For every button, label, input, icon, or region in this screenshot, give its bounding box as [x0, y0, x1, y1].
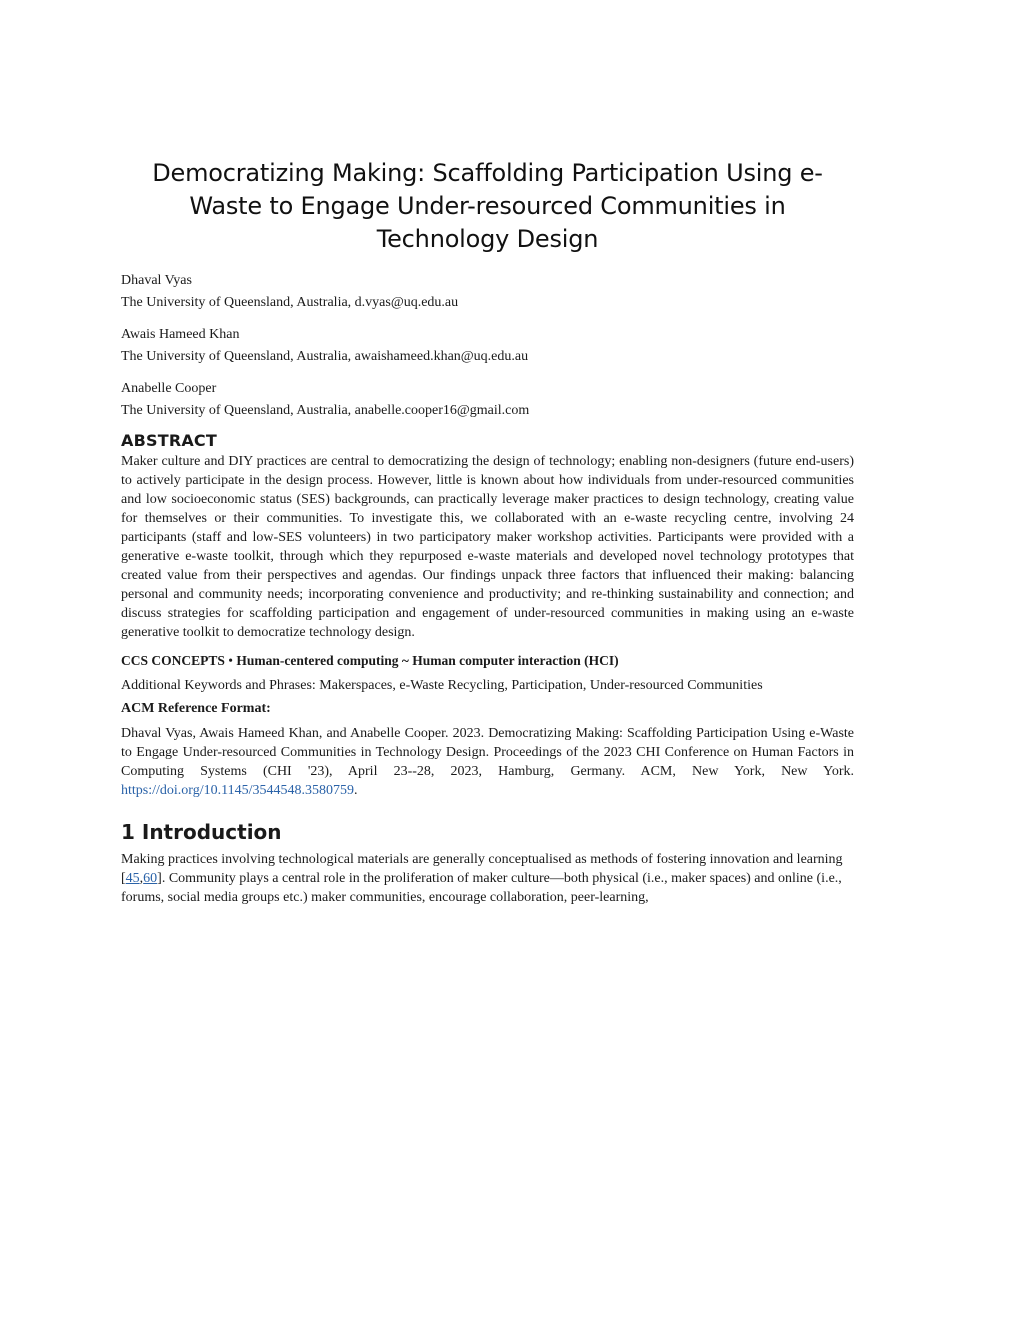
abstract-text: Maker culture and DIY practices are central to democratizing the design of technology; enabling non-designers (future end-users) to actively participate in the design process. However, little is known about how individuals from under-resourced communities and low socioeconomic status (SES) backgrounds, can practically leverage maker practices to design technology, creating value for themselves or their communities. To investigate this, we collaborated with an e-waste recycling centre, involving 24 participants (staff and low-SES volunteers) in two participatory maker workshop activities. Participants were provided with a generative e-waste toolkit, through which they repurposed e-waste materials and developed novel technology prototypes that created value from their perspectives and agendas. Our findings unpack three factors that influenced their making: balancing personal and community needs; incorporating convenience and productivity; and re-thinking sustainability and connection; and discuss strategies for scaffolding participation and engagement of under-resourced communities in making using an e-waste generative toolkit to democratize technology design. [121, 454, 854, 640]
citation-separator: , [139, 871, 144, 886]
ccs-concepts [121, 651, 854, 670]
author-affiliation: The University of Queensland, Australia, awaishameed.khan@uq.edu.au [121, 349, 529, 364]
intro-text-part1: Making practices involving technological materials are generally conceptualised as methods of fostering innovation and learning [ [121, 852, 843, 886]
introduction-paragraph [121, 850, 854, 907]
ccs-value: Human-centered computing ~ Human computer interaction (HCI) [236, 653, 619, 668]
author-name: Awais Hameed Khan [121, 327, 240, 342]
doi-suffix: . [353, 783, 358, 798]
citation-link[interactable]: 45 [125, 871, 140, 886]
author-name: Anabelle Cooper [121, 381, 217, 396]
acm-reference [121, 724, 854, 800]
abstract-heading: ABSTRACT [121, 431, 217, 450]
author-entry [121, 378, 854, 422]
author-name: Dhaval Vyas [121, 273, 192, 288]
author-affiliation: The University of Queensland, Australia, anabelle.cooper16@gmail.com [121, 403, 530, 418]
acm-reference-heading: ACM Reference Format: [121, 701, 271, 716]
keywords: Additional Keywords and Phrases: Makerspaces, e-Waste Recycling, Participation, Under-resourced Communities [121, 678, 763, 693]
citation-link[interactable]: 60 [143, 871, 158, 886]
author-entry [121, 270, 854, 314]
author-entry [121, 324, 854, 368]
author-affiliation: The University of Queensland, Australia, d.vyas@uq.edu.au [121, 295, 459, 310]
doi-link[interactable]: https://doi.org/10.1145/3544548.3580759 [121, 783, 354, 798]
paper-title: Democratizing Making: Scaffolding Participation Using e-Waste to Engage Under-resourced Communities in Technology Design [152, 159, 823, 253]
reference-text: Dhaval Vyas, Awais Hameed Khan, and Anabelle Cooper. 2023. Democratizing Making: Scaffolding Participation Using e-Waste to Engage Under-resourced Communities in Technology Design. Proceedings of the 2023 CHI Conference on Human Factors in Computing Systems (CHI '23), April 23--28, 2023, Hamburg, Germany. ACM, New York, New York. [121, 726, 854, 779]
ccs-label: CCS CONCEPTS [121, 653, 225, 668]
section-heading-introduction: 1 Introduction [121, 820, 282, 844]
author-list [121, 270, 854, 422]
intro-text-part2: ]. Community plays a central role in the proliferation of maker culture—both physical (i.e., maker spaces) and online (i.e., forums, social media groups etc.) maker communities, encourage collaboration, peer-learning, [121, 871, 842, 905]
ccs-bullet: • [228, 653, 234, 668]
paper-page [121, 150, 854, 907]
